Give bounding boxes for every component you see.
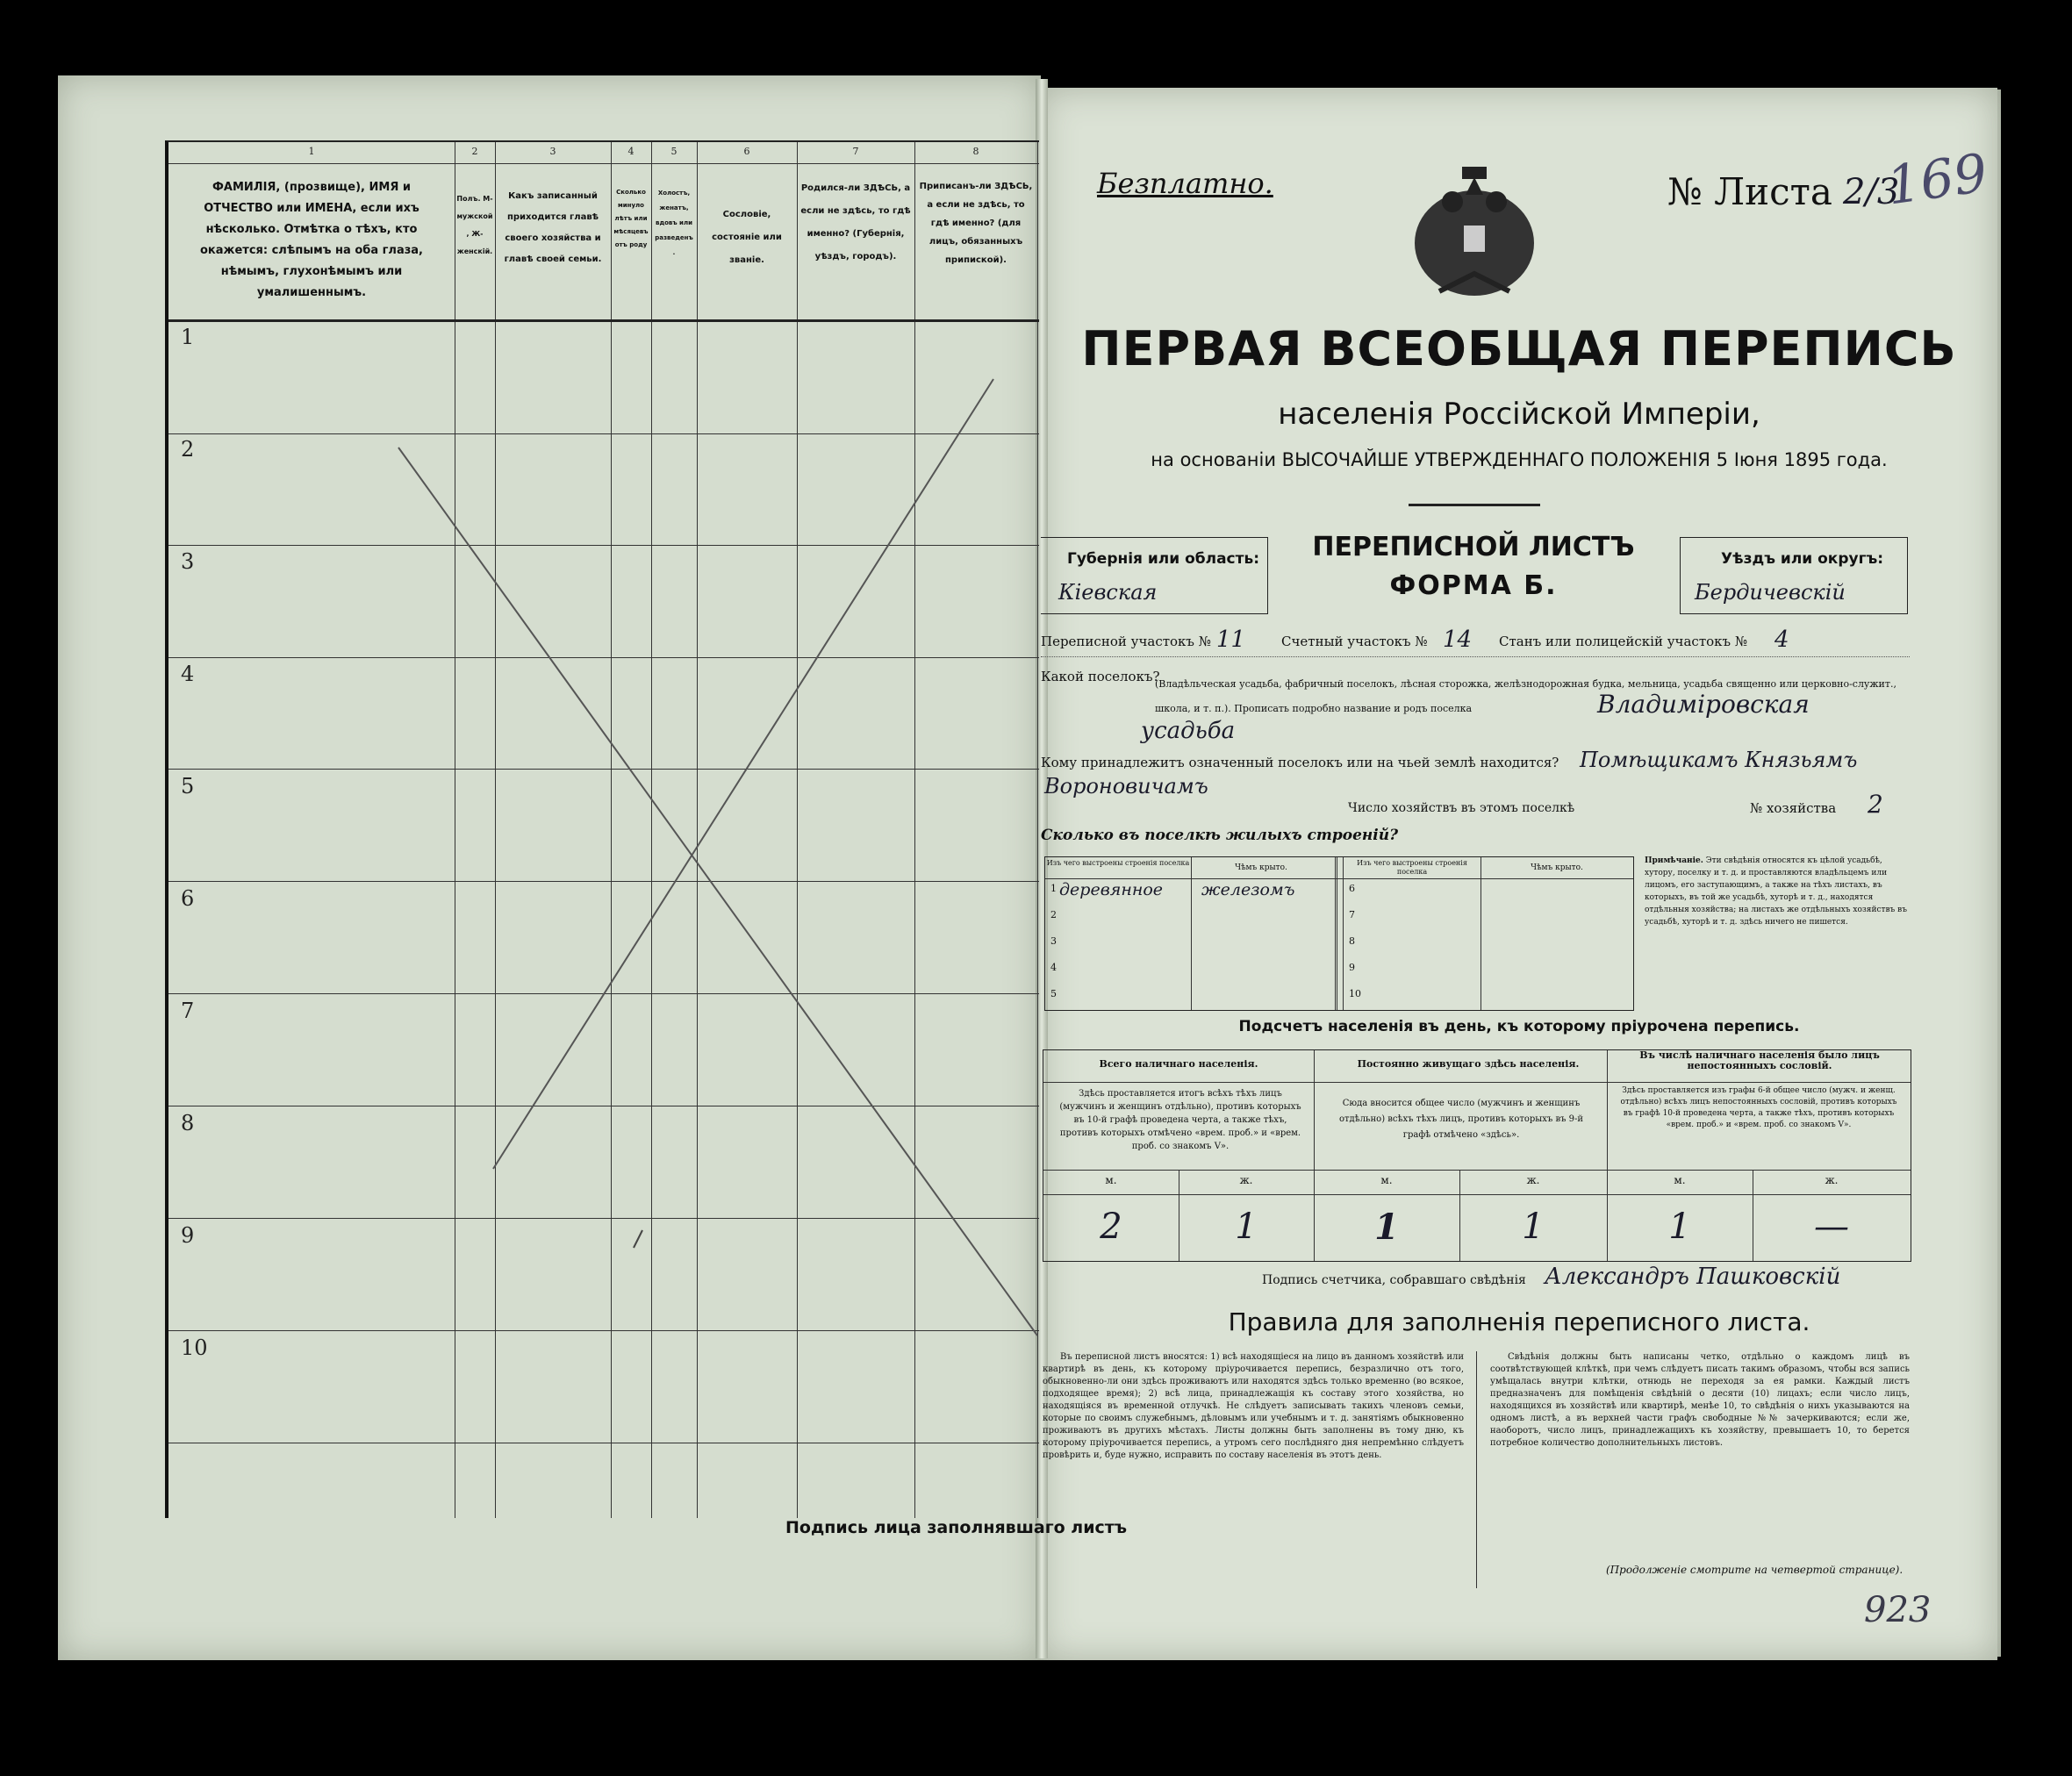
column-number: 3 (549, 146, 556, 157)
count-column-title: Постоянно живущаго здѣсь населенія. (1357, 1058, 1580, 1070)
buildings-row-number: 5 (1050, 988, 1057, 999)
buildings-label: Сколько въ поселкѣ жилыхъ строеній? (1041, 827, 1399, 844)
governorate-box (1041, 537, 1268, 614)
count-section-label: Счетный участокъ № (1281, 634, 1428, 649)
sex-label: м. (1674, 1174, 1686, 1186)
table-divider (1043, 1170, 1911, 1171)
district-value: Бердичевскій (1695, 580, 1846, 605)
rules-title: Правила для заполненія переписного листа. (1228, 1307, 1810, 1336)
enumerator-signature: Александръ Пашковскій (1545, 1264, 1841, 1290)
row-number: 8 (181, 1111, 195, 1135)
dotted-rule (1041, 656, 1910, 657)
free-label: Безплатно. (1097, 167, 1273, 200)
count-value: 1 (1374, 1207, 1399, 1248)
governorate-value: Кіевская (1058, 580, 1158, 605)
row-number: 7 (181, 999, 195, 1023)
row-number: 6 (181, 886, 195, 911)
row-number: 2 (181, 437, 195, 462)
column-header-birthplace: Родился-ли ЗДѢСЬ, а если не здѣсь, то гдѣ именно? (Губернія, уѣздъ, городъ). (800, 183, 911, 261)
column-number: 1 (308, 146, 315, 157)
row-number: 5 (181, 774, 195, 798)
owner-value: Помѣщикамъ Князьямъ (1580, 748, 1858, 772)
buildings-row-number: 1 (1050, 883, 1057, 894)
district-label: Уѣздъ или округъ: (1721, 550, 1884, 568)
column-header-estate: Сословіе, состояніе или званіе. (712, 210, 782, 265)
column-number: 8 (972, 146, 979, 157)
sheet-number-value: 2/3 (1843, 172, 1900, 212)
buildings-row-number: 2 (1050, 909, 1057, 920)
buildings-row-number: 10 (1349, 988, 1361, 999)
table-divider (1045, 878, 1633, 879)
corner-handwritten-number: 169 (1882, 142, 1991, 218)
column-header-age: Сколько минуло лѣтъ или мѣсяцевъ отъ роду (613, 189, 649, 248)
count-heading: Подсчетъ населенія въ день, къ которому пріурочена перепись. (1238, 1018, 1800, 1035)
sex-label: м. (1380, 1174, 1393, 1186)
count-column-title: Всего наличнаго населенія. (1099, 1058, 1258, 1070)
row-number: 9 (181, 1223, 195, 1248)
column-header-relation: Какъ записанный приходится главѣ своего хозяйства и главѣ своей семьи. (504, 191, 602, 264)
count-column-text: Здѣсь проставляется изъ графы 6-й общее число (мужч. и женщ. отдѣльно) всѣхъ лицъ непостоянныхъ сословій, противъ которыхъ въ графѣ 10-й проведена черта, а также тѣхъ, противъ которыхъ «врем. проб.» и «врем. проб. со знакомъ V». (1620, 1086, 1897, 1129)
settlement-hint: (Владѣльческая усадьба, фабричный поселокъ, лѣсная сторожка, желѣзнодорожная будка, мельница, усадьба священно или церковно-служит., школа, и т. п.). Прописать подробно название и родъ поселка (1155, 678, 1896, 714)
rules-continued-note: (Продолженіе смотрите на четвертой странице). (1606, 1564, 1904, 1576)
settlement-value: усадьба (1141, 718, 1236, 744)
table-divider (1191, 857, 1192, 1010)
rules-divider (1476, 1351, 1477, 1588)
district-box (1680, 537, 1908, 614)
household-number-label: № хозяйства (1750, 800, 1837, 816)
column-header-registration: Приписанъ-ли ЗДѢСЬ, а если не здѣсь, то гдѣ именно? (для лицъ, обязанныхъ припиской). (919, 182, 1033, 265)
person-table (165, 140, 1039, 1518)
buildings-note (1645, 855, 1913, 928)
settlement-label: Какой поселокъ? (1041, 669, 1160, 684)
buildings-row-number: 7 (1349, 909, 1355, 920)
table-divider (1043, 1194, 1911, 1195)
police-section-value: 4 (1774, 627, 1789, 653)
buildings-row-number: 4 (1050, 962, 1057, 973)
column-number: 5 (670, 146, 678, 157)
table-divider (1043, 1082, 1911, 1083)
governorate-label: Губернія или область: (1067, 550, 1260, 568)
table-divider (1335, 857, 1344, 1010)
buildings-header: Чѣмъ крыто. (1235, 863, 1287, 872)
row-number: 3 (181, 549, 195, 574)
count-value: 2 (1100, 1207, 1122, 1247)
census-section-label: Переписной участокъ № (1041, 634, 1211, 649)
sex-label: ж. (1825, 1174, 1839, 1186)
sheet-number-label: № Листа (1667, 170, 1832, 213)
settlement-value: Владиміровская (1597, 690, 1810, 719)
count-column-text: Сюда вносится общее число (мужчинъ и женщинъ отдѣльно) всѣхъ тѣхъ лицъ, противъ которыхъ въ 9-й графѣ отмѣчено «здѣсь». (1338, 1099, 1584, 1140)
rules-column-1: Въ переписной листъ вносятся: 1) всѣ находящіеся на лицо въ данномъ хозяйствѣ или квартирѣ въ день, къ которому пріурочивается перепись, безразлично отъ того, обыкновенно-ли они здѣсь проживаютъ или находятся здѣсь только временно (во всякое, подходящее время); 2) всѣ лица, принадлежащія къ составу этого хозяйства, но находящіяся въ временной отлучкѣ. Не слѣдуетъ записывать такихъ членовъ семьи, которые по своимъ служебнымъ, дѣловымъ или учебнымъ и т. д. занятіямъ обыкновенно проживаютъ въ другихъ мѣстахъ. Листы должны быть заполнены въ тому дню, къ которому пріурочивается перепись, а утромъ сего послѣдняго дня непремѣнно слѣдуетъ провѣрить и, буде нужно, исправить по составу населенія въ этотъ день. (1043, 1352, 1464, 1460)
page-title: ПЕРВАЯ ВСЕОБЩАЯ ПЕРЕПИСЬ (1081, 321, 1957, 376)
column-header-name: ФАМИЛІЯ, (прозвище), ИМЯ и ОТЧЕСТВО или ИМЕНА, если ихъ нѣсколько. Отмѣтка о тѣхъ, кто окажется: слѣпымъ на оба глаза, нѣмымъ, глухонѣмымъ или умалишеннымъ. (200, 181, 423, 299)
column-header-sex: Полъ. М-мужской, Ж-женскій. (456, 195, 493, 255)
imperial-eagle-emblem (1404, 160, 1545, 309)
filler-signature-label: Подпись лица заполнявшаго листъ (785, 1518, 1128, 1537)
buildings-note-title: Примѣчаніе. (1645, 856, 1703, 865)
households-label: Число хозяйствъ въ этомъ поселкѣ (1348, 801, 1575, 815)
buildings-header: Чѣмъ крыто. (1531, 863, 1583, 872)
row-number: 10 (181, 1336, 208, 1360)
building-material: деревянное (1059, 880, 1164, 899)
census-section-value: 11 (1216, 627, 1246, 653)
count-value: 1 (1235, 1207, 1258, 1247)
count-value: — (1814, 1207, 1849, 1247)
page-subtitle: населенія Россійской Имперіи, (1278, 397, 1760, 432)
count-value: 1 (1522, 1207, 1545, 1247)
count-section-value: 14 (1443, 627, 1473, 653)
count-column-title: Въ числѣ наличнаго населенія было лицъ непостоянныхъ сословій. (1639, 1049, 1880, 1071)
buildings-row-number: 9 (1349, 962, 1355, 973)
enumerator-label: Подпись счетчика, собравшаго свѣдѣнія (1262, 1273, 1526, 1287)
buildings-row-number: 3 (1050, 935, 1057, 947)
police-section-label: Станъ или полицейскій участокъ № (1499, 634, 1748, 649)
page-number-handwritten: 923 (1864, 1590, 1932, 1630)
rules-column-2: Свѣдѣнія должны быть написаны четко, отдѣльно о каждомъ лицѣ въ соотвѣтствующей клѣткѣ, при чемъ слѣдуетъ писать такимъ образомъ, чтобы вся запись умѣщалась внутри клѣтки, отнюдь не переходя за ея рамки. Каждый листъ предназначенъ для помѣщенія свѣдѣній о десяти (10) лицахъ; если число лицъ, находящихся въ хозяйствѣ или квартирѣ, менѣе 10, то свѣдѣнія о нихъ указываются на одномъ листѣ, а въ верхней части графъ свободные №№ зачеркиваются; если же, наоборотъ, число лицъ, принадлежащихъ къ хозяйству, превышаетъ 10, то берется потребное количество дополнительныхъ листовъ. (1490, 1352, 1910, 1448)
buildings-header: Изъ чего выстроены строенія поселка (1046, 859, 1190, 867)
column-number: 6 (743, 146, 750, 157)
sex-label: ж. (1526, 1174, 1540, 1186)
buildings-note-text: Эти свѣдѣнія относятся къ цѣлой усадьбѣ, хутору, поселку и т. д. и проставляются владѣльцемъ или лицомъ, его заступающимъ, а также на тѣхъ листахъ, въ которыхъ, въ той же усадьбѣ, хуторѣ и т. д., находятся отдѣльныя хозяйства; на листахъ же отдѣльныхъ хозяйствъ въ усадьбѣ, хуторѣ и т. д. здѣсь ничего не пишется. (1645, 856, 1907, 927)
sex-label: ж. (1239, 1174, 1253, 1186)
column-number: 7 (852, 146, 859, 157)
column-number: 4 (627, 146, 635, 157)
title-rule (1409, 504, 1540, 506)
buildings-row-number: 8 (1349, 935, 1355, 947)
row-number: 4 (181, 662, 195, 686)
basis-line: на основаніи ВЫСОЧАЙШЕ УТВЕРЖДЕННАГО ПОЛОЖЕНІЯ 5 Іюня 1895 года. (1151, 449, 1888, 470)
count-value: 1 (1668, 1207, 1691, 1247)
buildings-table (1044, 856, 1634, 1011)
form-subtitle: ФОРМА Б. (1389, 570, 1558, 601)
owner-value: Вороновичамъ (1044, 774, 1208, 798)
row-number: 1 (181, 325, 195, 349)
buildings-header: Изъ чего выстроены строенія поселка (1357, 859, 1467, 876)
column-header-marital: Холостъ, женатъ, вдовъ или разведенъ. (655, 190, 693, 256)
household-number-value: 2 (1868, 790, 1883, 819)
count-column-text: Здѣсь проставляется итогъ всѣхъ тѣхъ лицъ (мужчинъ и женщинъ отдѣльно), противъ которыхъ въ 10-й графѣ проведена черта, а также тѣхъ, противъ которыхъ отмѣчено «врем. проб.» и «врем. проб. со знакомъ V». (1059, 1089, 1301, 1151)
owner-label: Кому принадлежитъ означенный поселокъ или на чьей землѣ находится? (1041, 755, 1559, 770)
building-roof: железомъ (1201, 880, 1295, 899)
column-number: 2 (471, 146, 478, 157)
form-title: ПЕРЕПИСНОЙ ЛИСТЪ (1312, 532, 1635, 562)
cross-out-mark (168, 142, 1039, 1518)
population-count-table (1043, 1049, 1911, 1262)
sex-label: м. (1105, 1174, 1117, 1186)
buildings-row-number: 6 (1349, 883, 1355, 894)
